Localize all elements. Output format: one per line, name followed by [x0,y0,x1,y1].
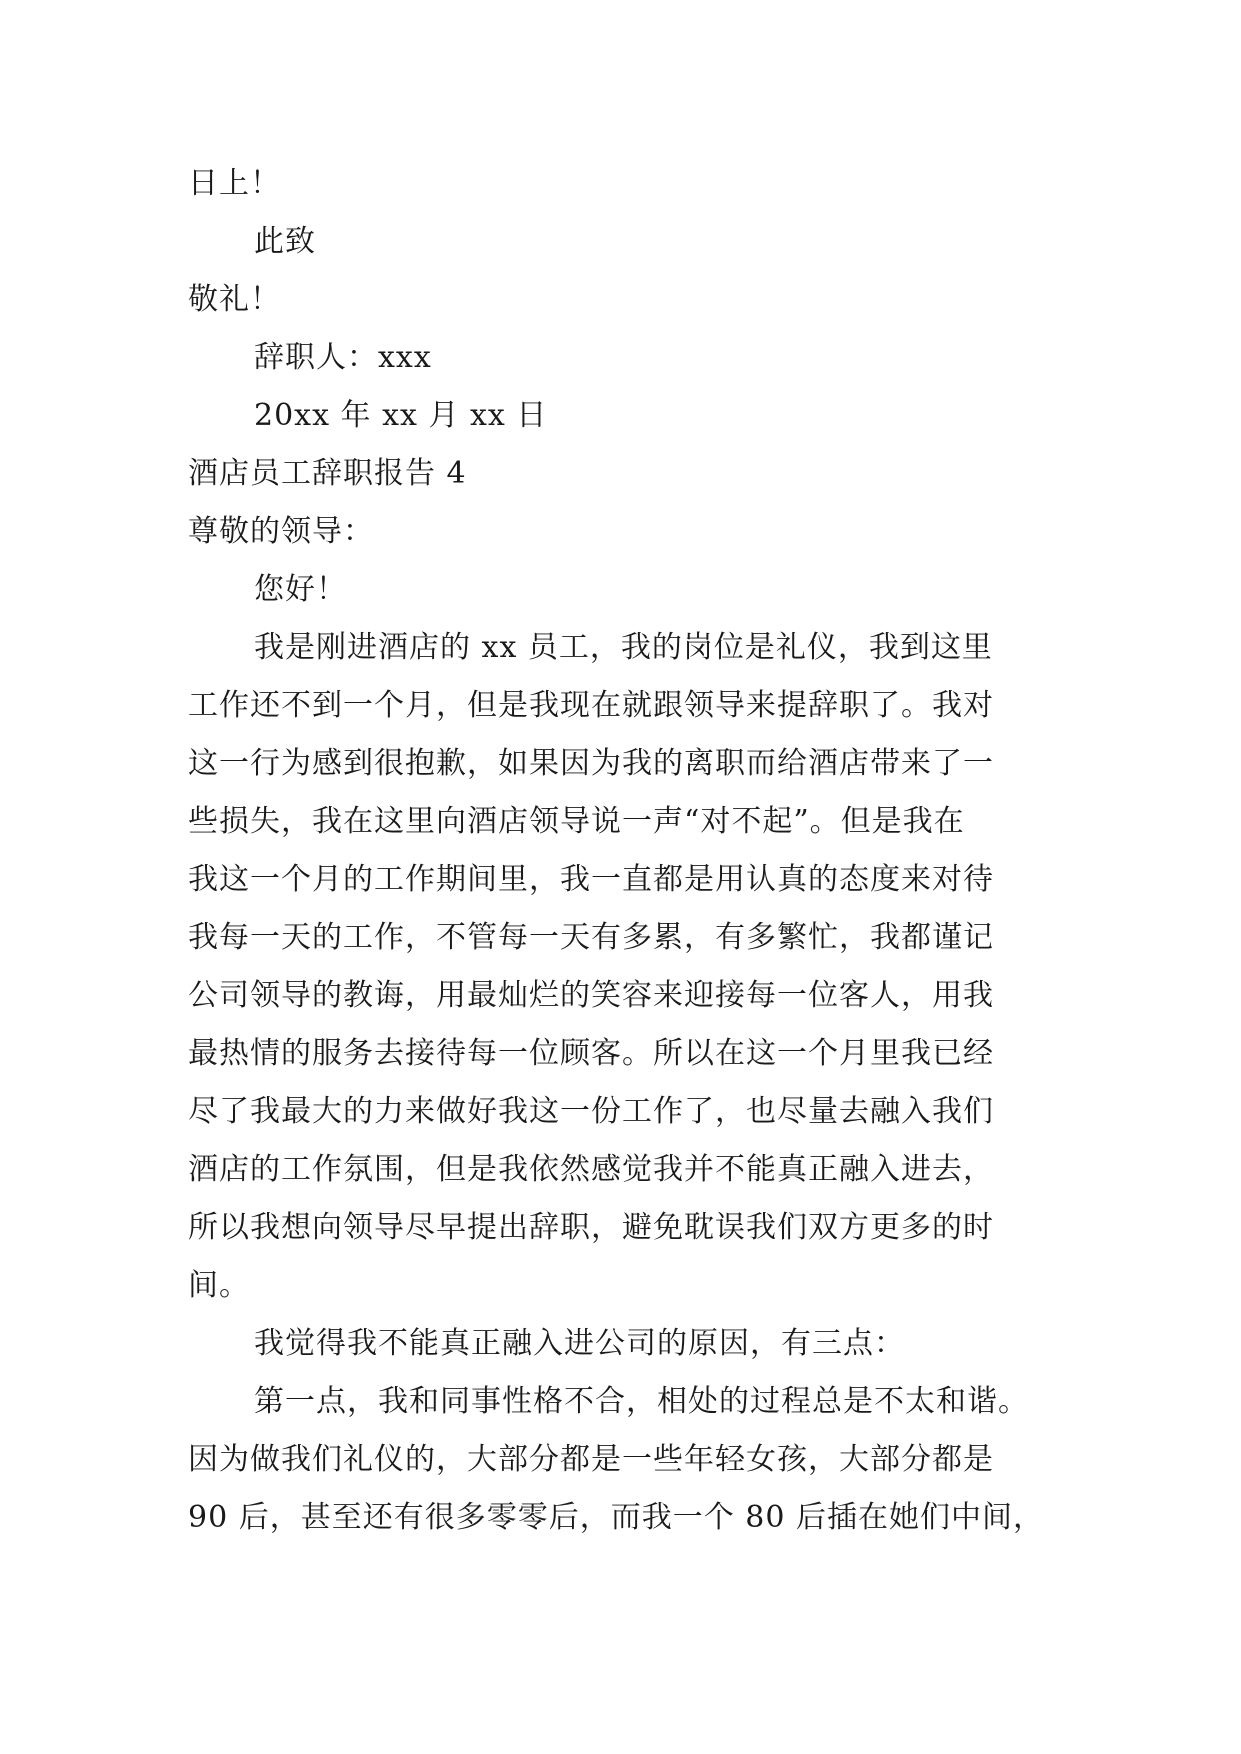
text-line: 工作还不到一个月，但是我现在就跟领导来提辞职了。我对 [188,688,994,723]
text-line: 这一行为感到很抱歉，如果因为我的离职而给酒店带来了一 [188,746,994,781]
text-line: 我觉得我不能真正融入进公司的原因，有三点： [254,1326,905,1361]
text-line: 日上！ [188,166,281,201]
text-line: 因为做我们礼仪的，大部分都是一些年轻女孩，大部分都是 [188,1442,994,1477]
text-line: 此致 [254,224,316,259]
text-line: 间。 [188,1268,250,1303]
text-line: 公司领导的教诲，用最灿烂的笑容来迎接每一位客人，用我 [188,978,994,1013]
text-line: 第一点，我和同事性格不合，相处的过程总是不太和谐。 [254,1384,1029,1419]
text-line: 最热情的服务去接待每一位顾客。所以在这一个月里我已经 [188,1036,994,1071]
text-line: 20xx 年 xx 月 xx 日 [254,398,548,433]
text-line: 敬礼！ [188,282,281,317]
text-line: 辞职人：xxx [254,340,432,375]
text-line: 酒店的工作氛围，但是我依然感觉我并不能真正融入进去， [188,1152,994,1187]
text-line: 我这一个月的工作期间里，我一直都是用认真的态度来对待 [188,862,994,897]
text-line: 些损失，我在这里向酒店领导说一声“对不起”。但是我在 [188,804,965,839]
text-line: 我是刚进酒店的 xx 员工，我的岗位是礼仪，我到这里 [254,630,993,665]
text-line: 90 后，甚至还有很多零零后，而我一个 80 后插在她们中间， [188,1500,1044,1535]
text-line: 您好！ [254,572,347,607]
text-line: 尊敬的领导： [188,514,374,549]
text-line: 酒店员工辞职报告 4 [188,456,467,491]
text-line: 我每一天的工作，不管每一天有多累，有多繁忙，我都谨记 [188,920,994,955]
text-line: 所以我想向领导尽早提出辞职，避免耽误我们双方更多的时 [188,1210,994,1245]
text-line: 尽了我最大的力来做好我这一份工作了，也尽量去融入我们 [188,1094,994,1129]
